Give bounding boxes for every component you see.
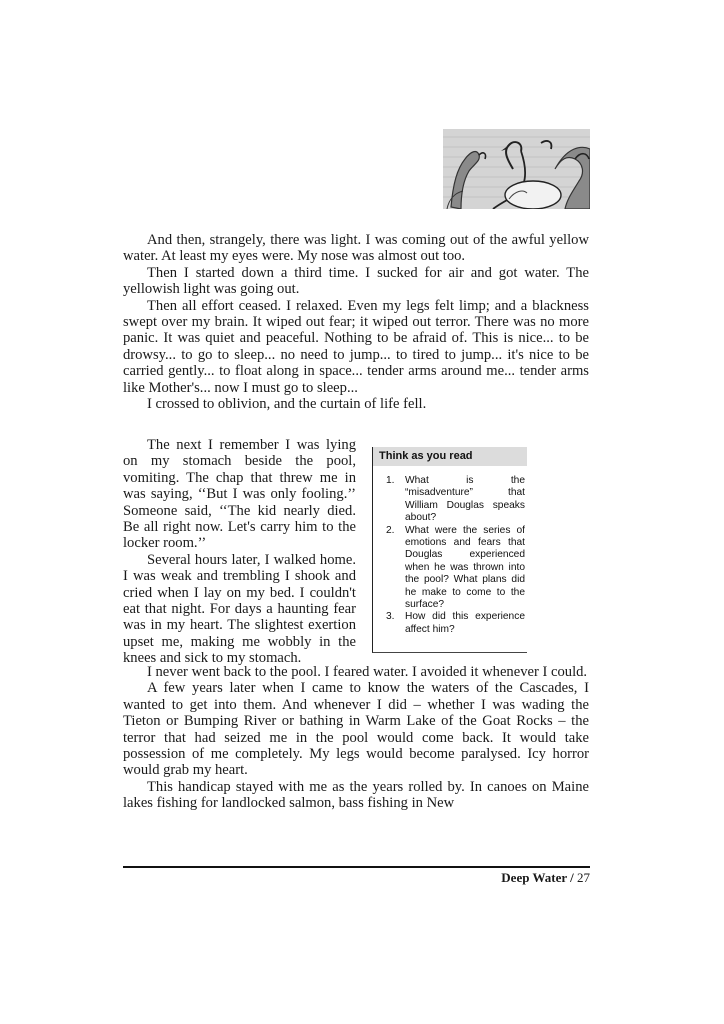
question-item bbox=[373, 525, 527, 612]
paragraph: A few years later when I came to know the waters of the Cascades, I wanted to get into them. And whenever I did – whether I was wading the Tieton or Bumping River or bathing in Warm Lake of the Goat Rocks – the terror that had seized me in the pool would come back. It would take possession of me completely. My legs would become paralysed. Icy horror would grab my heart. bbox=[123, 680, 589, 779]
chapter-title: Deep Water bbox=[501, 870, 567, 885]
page-number: 27 bbox=[577, 870, 590, 885]
paragraph: This handicap stayed with me as the years rolled by. In canoes on Maine lakes fishing for landlocked salmon, bass fishing in New bbox=[123, 778, 589, 812]
left-column-text bbox=[123, 437, 356, 667]
question-text: How did this experience affect him? bbox=[405, 611, 525, 635]
question-number: 1. bbox=[386, 475, 395, 486]
page-footer bbox=[501, 870, 590, 886]
paragraph: Then all effort ceased. I relaxed. Even my legs felt limp; and a blackness swept over my brain. It wiped out fear; it wiped out terror. There was no more panic. It was quiet and peaceful. Nothing to be afraid of. This is nice... to be drowsy... to go to sleep... no need to jump... to tired to jump... it's nice to be carried gently... to float along in space... tender arms around me... tender arms like Mother's... now I must go to sleep... bbox=[123, 297, 589, 396]
question-number: 2. bbox=[386, 524, 395, 536]
paragraph: I never went back to the pool. I feared water. I avoided it whenever I could. bbox=[147, 664, 588, 680]
paragraph: Several hours later, I walked home. I was weak and trembling I shook and cried when I lay on my bed. I couldn't eat that night. For days a haunting fear was in my heart. The slightest exertion upset me, making me wobbly in the knees and sick to my stomach. bbox=[123, 551, 356, 667]
paragraph: Then I started down a third time. I sucked for air and got water. The yellowish light was going out. bbox=[123, 264, 589, 298]
flamingo-drawing bbox=[443, 129, 590, 209]
footer-separator: / bbox=[570, 870, 574, 885]
question-text: What is the “misadventure” that William Douglas speaks about? bbox=[405, 475, 525, 524]
question-list bbox=[373, 466, 527, 636]
question-item bbox=[373, 611, 527, 636]
flamingos-illustration bbox=[443, 129, 590, 209]
paragraph: I crossed to oblivion, and the curtain of life fell. bbox=[147, 396, 427, 413]
closing-paragraphs bbox=[123, 664, 589, 812]
sidebar-title: Think as you read bbox=[373, 447, 527, 466]
think-as-you-read-box bbox=[372, 447, 527, 653]
paragraph: The next I remember I was lying on my stomach beside the pool, vomiting. The chap that threw me in was saying, ‘‘But I was only fooling.’’ Someone said, ‘‘The kid nearly died. Be all right now. Let's carry him to the locker room.’’ bbox=[123, 437, 356, 552]
question-number: 3. bbox=[386, 611, 395, 623]
paragraph: And then, strangely, there was light. I was coming out of the awful yellow water. At least my eyes were. My nose was almost out too. bbox=[123, 232, 589, 265]
footer-divider bbox=[123, 866, 590, 868]
opening-paragraphs bbox=[123, 232, 589, 412]
question-text: What were the series of emotions and fears that Douglas experienced when he was thrown into the pool? What plans did he make to come to the surface? bbox=[405, 524, 525, 611]
question-item bbox=[373, 475, 527, 525]
